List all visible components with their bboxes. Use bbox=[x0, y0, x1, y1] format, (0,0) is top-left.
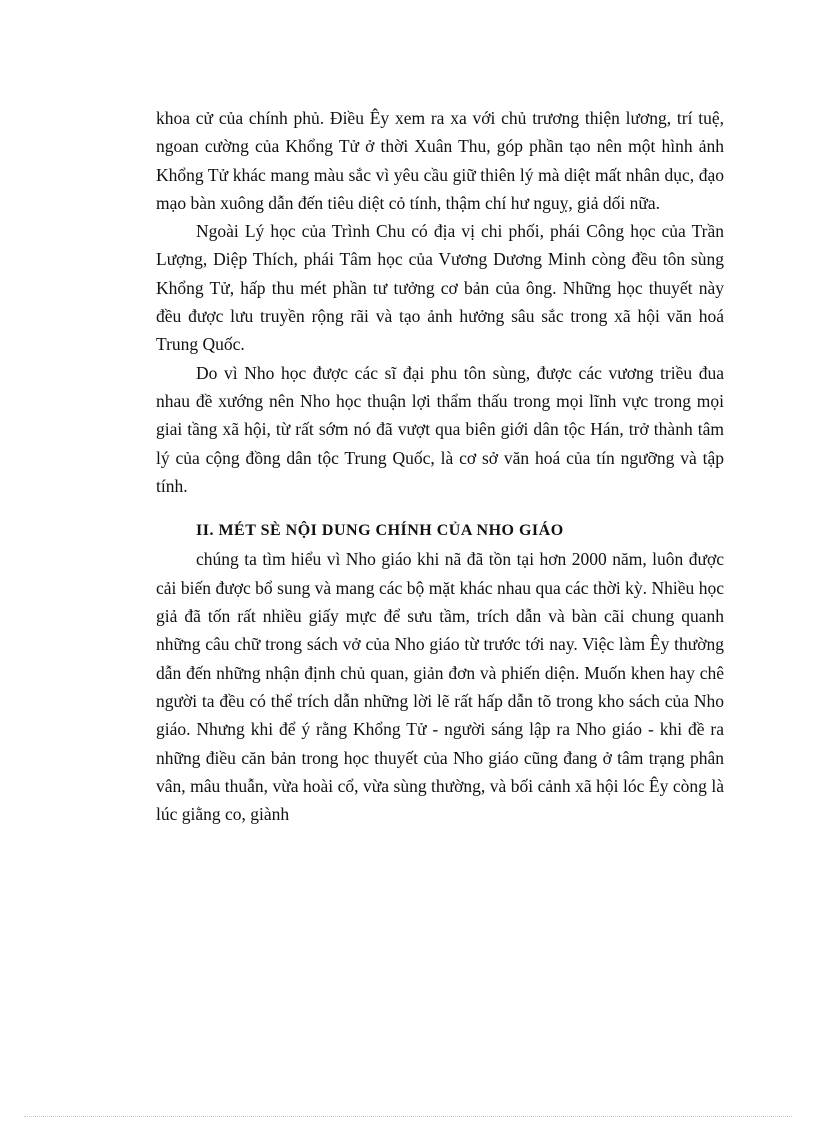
section-spacer bbox=[156, 500, 724, 517]
paragraph-3: Do vì Nho học được các sĩ đại phu tôn sùng, được các vương triều đua nhau đề xướng nên Nho học thuận lợi thẩm thấu trong mọi lĩnh vực trong mọi giai tầng xã hội, từ rất sớm nó đã vượt qua biên giới dân tộc Hán, trở thành tâm lý của cộng đồng dân tộc Trung Quốc, là cơ sở văn hoá của tín ngưỡng và tập tính. bbox=[156, 362, 724, 496]
page-bottom-divider bbox=[24, 1116, 792, 1117]
section-heading: II. MÉT SÈ NỘI DUNG CHÍNH CỦA NHO GIÁO bbox=[196, 522, 564, 540]
paragraph-1: khoa cử của chính phủ. Điều Êy xem ra xa với chủ trương thiện lương, trí tuệ, ngoan cường của Khổng Tử ở thời Xuân Thu, góp phần tạo nên một hình ảnh Khổng Tử khác mang màu sắc vì yêu cầu giữ thiên lý mà diệt mất nhân dục, đạo mạo bàn xuông dẫn đến tiêu diệt cỏ tính, thậm chí hư nguỵ, giả dối nữa. bbox=[156, 108, 724, 213]
document-body bbox=[156, 104, 724, 828]
paragraph-2: Ngoài Lý học của Trình Chu có địa vị chi phối, phái Công học của Trần Lượng, Diệp Thích, phái Tâm học của Vương Dương Minh còng đều tôn sùng Khổng Tử, hấp thu mét phần tư tưởng cơ bản của ông. Những học thuyết này đều được lưu truyền rộng rãi và tạo ảnh hưởng sâu sắc trong xã hội văn hoá Trung Quốc. bbox=[156, 221, 724, 355]
paragraph-4: chúng ta tìm hiểu vì Nho giáo khi nã đã tồn tại hơn 2000 năm, luôn được cải biến được bổ sung và mang các bộ mặt khác nhau qua các thời kỳ. Nhiều học giả đã tốn rất nhiều giấy mực để sưu tầm, trích dẫn và bàn cãi chung quanh những câu chữ trong sách vở của Nho giáo từ trước tới nay. Việc làm Êy thường dẫn đến những nhận định chủ quan, giản đơn và phiến diện. Muốn khen hay chê người ta đều có thể trích dẫn những lời lẽ rất hấp dẫn tõ trong kho sách của Nho giáo. Nhưng khi để ý rằng Khổng Tử - người sáng lập ra Nho giáo - khi đề ra những điều căn bản trong học thuyết của Nho giáo cũng đang ở tâm trạng phân vân, mâu thuẫn, vừa hoài cổ, vừa sùng thường, và bối cảnh xã hội lóc Êy còng là lúc giằng co, giành bbox=[156, 549, 724, 825]
